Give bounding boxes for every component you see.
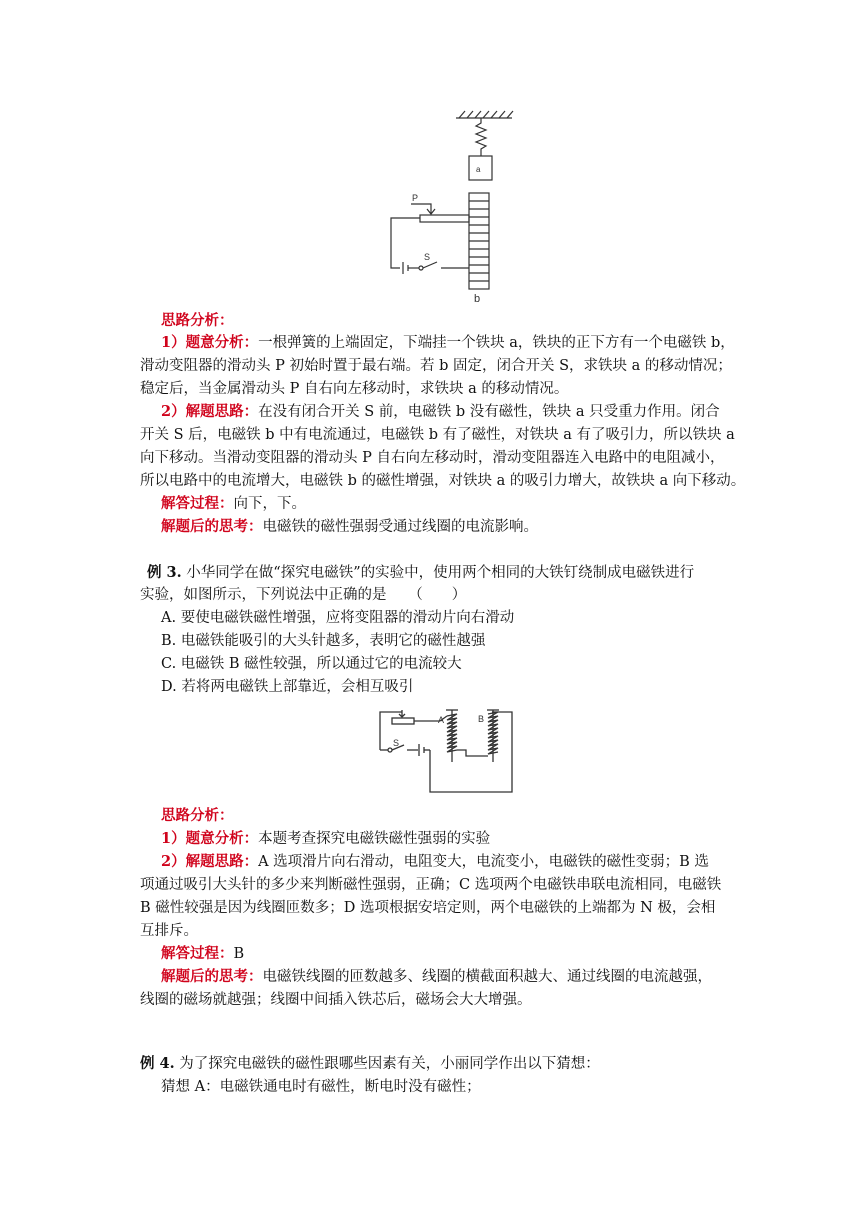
- ex2-p2-label: 2）解题思路：: [161, 403, 259, 420]
- ex3-p2-l1: A 选项滑片向右滑动，电阻变大，电流变小，电磁铁的磁性变弱；B 选: [258, 854, 709, 870]
- ex3-analysis-heading: 思路分析：: [161, 807, 234, 824]
- ex2-reflect-text: 电磁铁的磁性强弱受通过线圈的电流影响。: [262, 519, 538, 535]
- ex2-answer-text: 向下，下。: [233, 496, 306, 512]
- ex3-p1-label: 1）题意分析：: [161, 830, 259, 847]
- ex3-q-l1: 小华同学在做“探究电磁铁”的实验中，使用两个相同的大铁钉绕制成电磁铁进行: [186, 565, 695, 581]
- ex3-p2-l4: 互排斥。: [140, 923, 198, 939]
- ex2-p2-l2: 开关 S 后，电磁铁 b 中有电流通过，电磁铁 b 有了磁性，对铁块 a 有了吸引力，所以铁块 a: [140, 427, 735, 443]
- figure1-label-p: P: [412, 193, 419, 203]
- ex3-option-d: D. 若将两电磁铁上部靠近，会相互吸引: [161, 679, 414, 695]
- ex3-reflect-label: 解题后的思考：: [161, 968, 263, 985]
- ex2-paragraph-1-line-1: [161, 333, 735, 353]
- ex3-p2-l2: 项通过吸引大头针的多少来判断磁性强弱，正确；C 选项两个电磁铁串联电流相同，电磁铁: [140, 877, 722, 893]
- ex3-reflect-l1: 电磁铁线圈的匝数越多、线圈的横截面积越大、通过线圈的电流越强，: [262, 969, 712, 985]
- ex3-p1-l1: 本题考查探究电磁铁磁性强弱的实验: [258, 831, 491, 847]
- ex2-p2-l4: 所以电路中的电流增大，电磁铁 b 的磁性增强，对铁块 a 的吸引力增大，故铁块 a 向下移动。: [140, 473, 746, 489]
- ex3-question-line-1: [147, 563, 694, 583]
- ex3-q-l2: 实验，如图所示，下列说法中正确的是 （ ）: [140, 587, 467, 603]
- ex2-p2-l3: 向下移动。当滑动变阻器的滑动头 P 自右向左移动时，滑动变阻器连入电路中的电阻减小，: [140, 450, 725, 466]
- ex3-p2-l3: B 磁性较强是因为线圈匝数多；D 选项根据安培定则，两个电磁铁的上端都为 N 极，会相: [140, 900, 716, 916]
- ex2-reflection: [161, 517, 538, 537]
- figure1-label-b: b: [474, 293, 481, 305]
- figure1-label-a: a: [476, 165, 481, 174]
- ex3-reflect-l2: 线圈的磁场就越强；线圈中间插入铁芯后，磁场会大大增强。: [140, 992, 532, 1008]
- ex4-question-line-1: [140, 1054, 600, 1074]
- ex2-reflect-label: 解题后的思考：: [161, 518, 263, 535]
- ex2-p1-l2: 滑动变阻器的滑动头 P 初始时置于最右端。若 b 固定，闭合开关 S，求铁块 a 的移动情况；: [140, 358, 732, 374]
- figure-two-electromagnets: [0, 700, 860, 810]
- figure1-label-s: S: [424, 252, 431, 262]
- ex4-guess-a: 猜想 A：电磁铁通电时有磁性，断电时没有磁性；: [161, 1079, 481, 1095]
- figure2-label-b: B: [478, 714, 485, 724]
- ex3-reflection-line-1: [161, 967, 712, 987]
- figure-spring-electromagnet: [0, 0, 860, 310]
- ex2-p2-l1: 在没有闭合开关 S 前，电磁铁 b 没有磁性，铁块 a 只受重力作用。闭合: [258, 404, 720, 420]
- ex3-option-b: B. 电磁铁能吸引的大头针越多，表明它的磁性越强: [161, 633, 486, 649]
- ex3-p2-label: 2）解题思路：: [161, 853, 259, 870]
- ex3-option-c: C. 电磁铁 B 磁性较强，所以通过它的电流较大: [161, 656, 462, 672]
- ex3-answer-label: 解答过程：: [161, 945, 234, 962]
- ex2-answer-label: 解答过程：: [161, 495, 234, 512]
- ex3-answer-text: B: [233, 946, 245, 962]
- ex2-paragraph-2-line-1: [161, 402, 720, 422]
- ex2-p1-l3: 稳定后，当金属滑动头 P 自右向左移动时，求铁块 a 的移动情况。: [140, 381, 569, 397]
- ex2-answer: [161, 494, 306, 514]
- ex4-q-l1: 为了探究电磁铁的磁性跟哪些因素有关，小丽同学作出以下猜想：: [179, 1056, 600, 1072]
- figure2-label-a: A: [438, 715, 445, 725]
- ex3-label: 例 3.: [147, 564, 182, 581]
- ex3-paragraph-1: [161, 829, 490, 849]
- ex4-label: 例 4.: [140, 1055, 175, 1072]
- ex3-option-a: A. 要使电磁铁磁性增强，应将变阻器的滑动片向右滑动: [161, 610, 515, 626]
- ex2-analysis-heading: 思路分析：: [161, 312, 234, 329]
- ex3-answer: [161, 944, 244, 964]
- ex2-p1-label: 1）题意分析：: [161, 334, 259, 351]
- figure2-label-s: S: [393, 738, 400, 748]
- ex3-paragraph-2-line-1: [161, 852, 709, 872]
- ex2-p1-l1: 一根弹簧的上端固定，下端挂一个铁块 a，铁块的正下方有一个电磁铁 b，: [258, 335, 735, 351]
